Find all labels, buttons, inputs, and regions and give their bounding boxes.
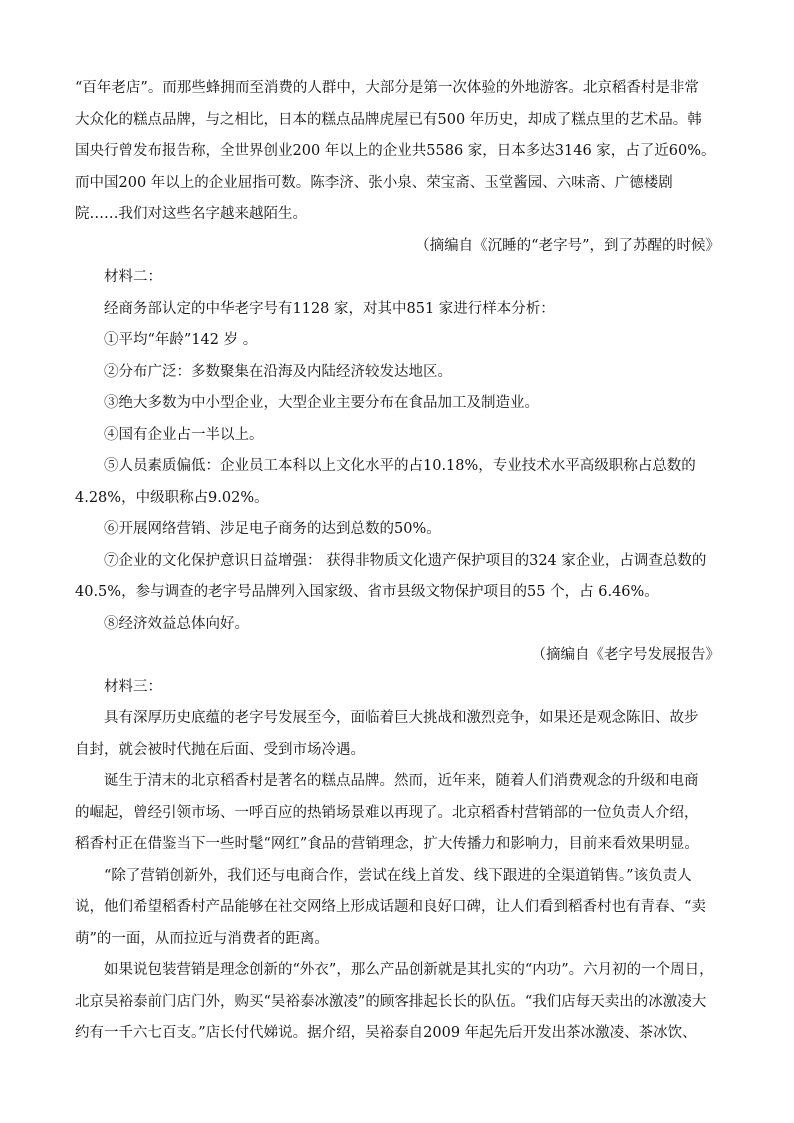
paragraph-line: 北京吴裕泰前门店门外，购买“吴裕泰冰激凌”的顾客排起长长的队伍。“我们店每天卖出的冰激凌大: [75, 993, 707, 1010]
paragraph-line: 诞生于清末的北京稻香村是著名的糕点品牌。然而，近年来，随着人们消费观念的升级和电商: [104, 773, 699, 789]
list-item: ⑧经济效益总体向好。: [104, 615, 249, 632]
list-item-continuation: 40.5%，参与调查的老字号品牌列入国家级、省市县级文物保护项目的55 个，占 6.46%。: [75, 584, 659, 600]
paragraph-line: 自封，就会被时代抛在后面、受到市场冷遇。: [75, 741, 365, 758]
paragraph-line: 的崛起，曾经引领市场、一呼百应的热销场景难以再现了。北京稻香村营销部的一位负责人介绍，: [75, 804, 699, 821]
paragraph-line: 萌”的一面，从而拉近与消费者的距离。: [75, 930, 329, 947]
paragraph-line: 具有深厚历史底蕴的老字号发展至今，面临着巨大挑战和激烈竞争，如果还是观念陈旧、故步: [104, 710, 699, 726]
paragraph-line: “除了营销创新外，我们还与电商合作，尝试在线上首发、线下跟进的全渠道销售。”该负责人: [104, 867, 692, 884]
source-citation: （摘编自《老字号发展报告》: [531, 647, 720, 663]
body-text-line: 而中国200 年以上的企业屈指可数。陈李济、张小泉、荣宝斋、玉堂酱园、六味斋、广德楼剧: [75, 174, 673, 191]
list-item: ⑦企业的文化保护意识日益增强： 获得非物质文化遗产保护项目的324 家企业，占调查总数的: [104, 552, 707, 569]
body-text-line: 大众化的糕点品牌，与之相比，日本的糕点品牌虎屋已有500 年历史，却成了糕点里的艺术品。韩: [75, 111, 702, 128]
list-item: ⑤人员素质偏低：企业员工本科以上文化水平的占10.18%，专业技术水平高级职称占总数的: [104, 458, 696, 474]
body-text-line: 国央行曾发布报告称，全世界创业200 年以上的企业共5586 家，日本多达3146 家，占了近60%。: [75, 143, 716, 159]
body-text-line: 院……我们对这些名字越来越陌生。: [75, 206, 307, 222]
section-heading: 材料二：: [104, 269, 162, 285]
list-item: ③绝大多数为中小型企业，大型企业主要分布在食品加工及制造业。: [104, 395, 539, 411]
section-intro: 经商务部认定的中华老字号有1128 家，对其中851 家进行样本分析：: [104, 300, 555, 317]
list-item: ⑥开展网络营销、涉足电子商务的达到总数的50%。: [104, 521, 441, 537]
section-heading: 材料三：: [104, 678, 162, 695]
document-body: [75, 73, 720, 1050]
paragraph-line: 如果说包装营销是理念创新的“外衣”，那么产品创新就是其扎实的“内功”。六月初的一个周日，: [104, 962, 714, 978]
list-item: ①平均“年龄”142 岁 。: [104, 332, 258, 348]
body-text-line: “百年老店”。而那些蜂拥而至消费的人群中，大部分是第一次体验的外地游客。北京稻香村是非常: [75, 80, 699, 96]
source-citation: （摘编自《沉睡的“老字号”，到了苏醒的时候》: [415, 237, 720, 254]
paragraph-line: 约有一千六七百支。”店长付代娣说。据介绍，吴裕泰自2009 年起先后开发出茶冰激凌、茶冰饮、: [75, 1025, 697, 1041]
list-item-continuation: 4.28%，中级职称占9.02%。: [75, 489, 269, 506]
list-item: ④国有企业占一半以上。: [104, 426, 264, 443]
list-item: ②分布广泛：多数聚集在沿海及内陆经济较发达地区。: [104, 363, 452, 380]
paragraph-line: 稻香村正在借鉴当下一些时髦“网红”食品的营销理念，扩大传播力和影响力，目前来看效果明显。: [75, 836, 699, 852]
paragraph-line: 说，他们希望稻香村产品能够在社交网络上形成话题和良好口碑，让人们看到稻香村也有青春、“卖: [75, 899, 706, 915]
